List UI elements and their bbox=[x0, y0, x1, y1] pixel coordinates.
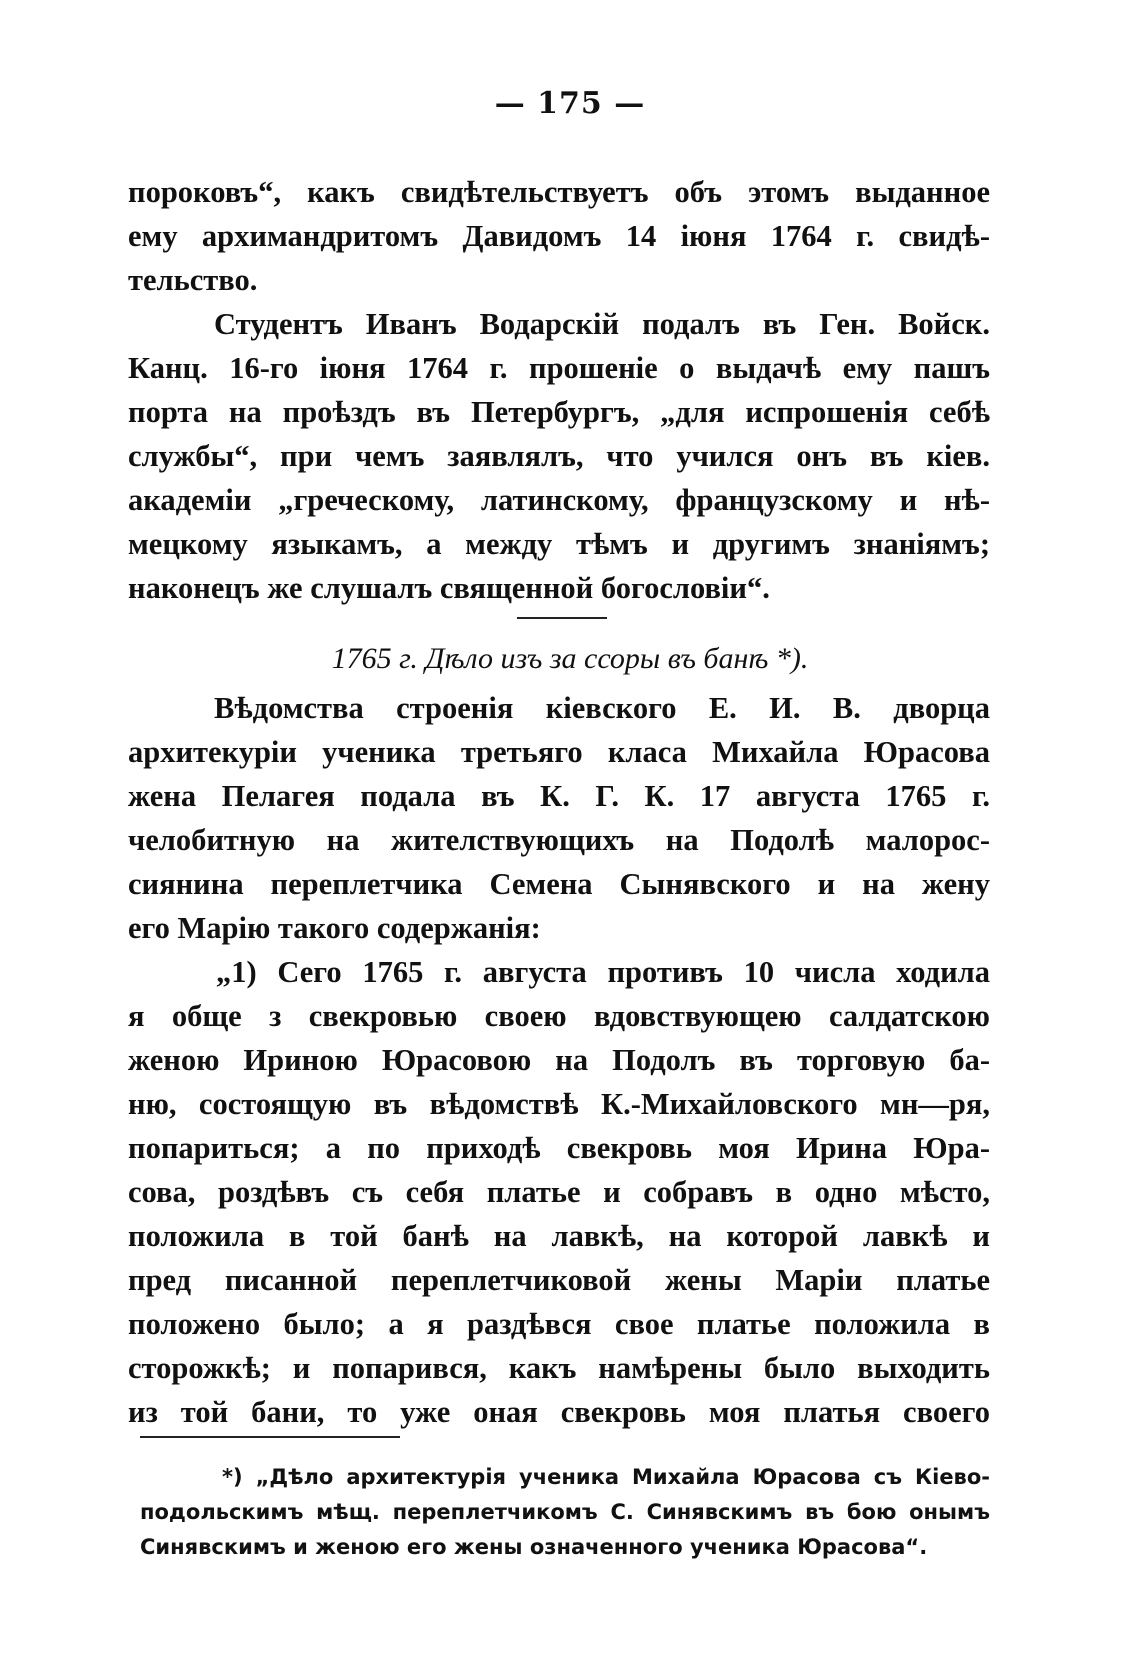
text-line: Канц. 16-го іюня 1764 г. прошеніе о выдачѣ ему пашъ bbox=[128, 351, 990, 385]
paragraph-4 bbox=[128, 950, 990, 1434]
text-line: челобитную на жителствующихъ на Подолѣ малорос- bbox=[128, 823, 990, 857]
section-heading: 1765 г. Дѣло изъ за ссоры въ банѣ *). bbox=[331, 642, 809, 675]
text-line: наконецъ же слушалъ священной богословіи“. bbox=[128, 571, 770, 605]
text-line: архитекуріи ученика третьяго класа Михайла Юрасова bbox=[128, 735, 990, 769]
footnote-rule bbox=[140, 1436, 400, 1438]
text-line: академіи „греческому, латинскому, французскому и нѣ- bbox=[128, 483, 990, 517]
footnote-line: Синявскимъ и женою его жены означенного ученика Юрасова“. bbox=[140, 1535, 928, 1559]
page-number: — 175 — bbox=[494, 86, 646, 121]
text-line: сова, роздѣвъ съ себя платье и собравъ в одно мѣсто, bbox=[128, 1175, 990, 1209]
text-line: жена Пелагея подала въ К. Г. К. 17 августа 1765 г. bbox=[128, 779, 990, 813]
text-line: из той бани, то уже оная свекровь моя платья своего bbox=[128, 1395, 990, 1429]
text-line: положила в той банѣ на лавкѣ, на которой лавкѣ и bbox=[128, 1219, 990, 1253]
footnote bbox=[140, 1460, 990, 1565]
text-line: ню, состоящую въ вѣдомствѣ К.-Михайловского мн—ря, bbox=[128, 1087, 990, 1121]
text-line: Вѣдомства строенія кіевского Е. И. В. дворца bbox=[214, 691, 990, 725]
text-line: сторожкѣ; и попарився, какъ намѣрены было выходить bbox=[128, 1351, 990, 1385]
text-line: пред писанной переплетчиковой жены Маріи платье bbox=[128, 1263, 990, 1297]
paragraph-3 bbox=[128, 686, 990, 950]
text-line: я обще з свекровью своею вдовствующею салдатскою bbox=[128, 999, 990, 1033]
text-line: порта на проѣздъ въ Петербургъ, „для испрошенія себѣ bbox=[128, 395, 990, 429]
text-line: его Марію такого содержанія: bbox=[128, 911, 541, 945]
text-line: Студентъ Иванъ Водарскій подалъ въ Ген. Войск. bbox=[214, 307, 990, 341]
text-line: „1) Сего 1765 г. августа противъ 10 числа ходила bbox=[216, 955, 990, 989]
text-line: службы“, при чемъ заявлялъ, что учился онъ въ кіев. bbox=[128, 439, 990, 473]
section-divider bbox=[517, 617, 607, 619]
footnote-line: *) „Дѣло архитектурія ученика Михайла Юрасова съ Кіево- bbox=[222, 1465, 990, 1489]
text-line: ему архимандритомъ Давидомъ 14 іюня 1764 г. свидѣ- bbox=[128, 219, 990, 253]
text-line: сиянина переплетчика Семена Сынявского и на жену bbox=[128, 867, 990, 901]
text-line: попариться; а по приходѣ свекровь моя Ирина Юра- bbox=[128, 1131, 990, 1165]
text-line: пороковъ“, какъ свидѣтельствуетъ объ этомъ выданное bbox=[128, 175, 990, 209]
text-line: женою Ириною Юрасовою на Подолъ въ торговую ба- bbox=[128, 1043, 990, 1077]
paragraph-1 bbox=[128, 170, 990, 302]
paragraph-2 bbox=[128, 302, 990, 610]
text-line: положено было; а я раздѣвся свое платье положила в bbox=[128, 1307, 990, 1341]
text-line: тельство. bbox=[128, 263, 258, 297]
text-line: мецкому языкамъ, а между тѣмъ и другимъ знаніямъ; bbox=[128, 527, 990, 561]
footnote-line: подольскимъ мѣщ. переплетчикомъ С. Синявскимъ въ бою онымъ bbox=[140, 1500, 990, 1524]
